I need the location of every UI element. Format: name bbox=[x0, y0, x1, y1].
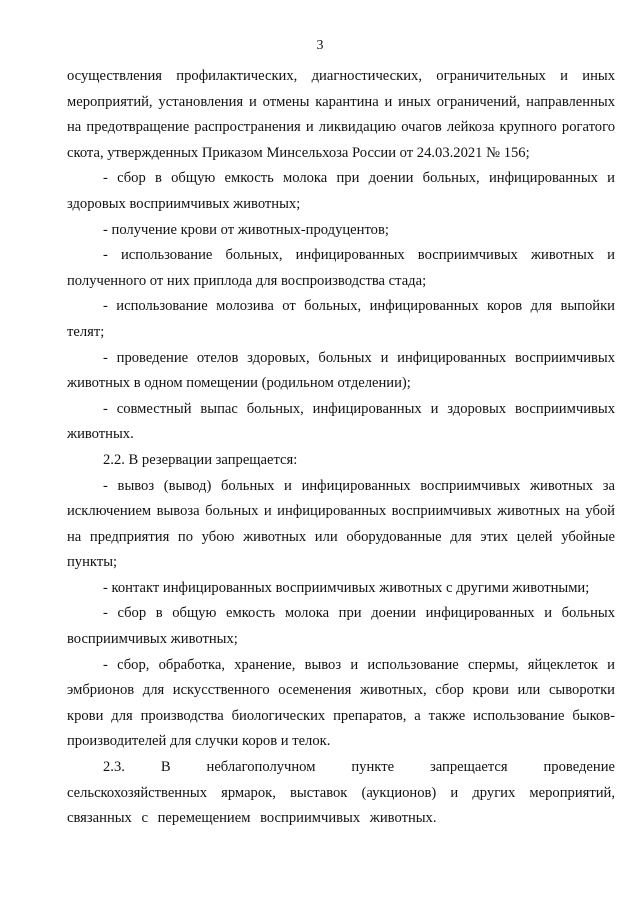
document-body bbox=[67, 64, 615, 832]
list-item-milk-collection: - сбор в общую емкость молока при доении больных, инфицированных и здоровых восприимчивых животных; bbox=[67, 170, 615, 212]
page-number: 3 bbox=[316, 38, 324, 53]
list-item-animal-contact: - контакт инфицированных восприимчивых животных с другими животными; bbox=[103, 579, 590, 596]
list-item-blood-from-producers: - получение крови от животных-продуцентов; bbox=[103, 221, 389, 238]
list-item-calving: - проведение отелов здоровых, больных и инфицированных восприимчивых животных в одном помещении (родильном отделении); bbox=[67, 349, 615, 392]
list-item-animal-export: - вывоз (вывод) больных и инфицированных восприимчивых животных за исключением вывоза больных и инфицированных восприимчивых животных на убой на предприятия по убою животных или оборудованные для этих целей убойные пункты; bbox=[67, 477, 615, 571]
list-item-breeding-use: - использование больных, инфицированных восприимчивых животных и полученного от них приплода для воспроизводства стада; bbox=[67, 247, 615, 289]
paragraph-continuation: осуществления профилактических, диагностических, ограничительных и иных мероприятий, установления и отмены карантина и иных ограничений, направленных на предотвращение распространения и ликвидацию очагов лейкоза крупного рогатого скота, утвержденных Приказом Минсельхоза России от 24.03.2021 № 156; bbox=[67, 68, 615, 161]
list-item-grazing: - совместный выпас больных, инфицированных и здоровых восприимчивых животных. bbox=[67, 400, 615, 443]
list-item-colostrum-use: - использование молозива от больных, инфицированных коров для выпойки телят; bbox=[67, 298, 615, 340]
section-2-2-heading: 2.2. В резервации запрещается: bbox=[103, 451, 298, 468]
section-2-3-paragraph: 2.3. В неблагополучном пункте запрещается проведение сельскохозяйственных ярмарок, выставок (аукционов) и других мероприятий, связанных с перемещением восприимчивых животных. bbox=[67, 759, 615, 827]
list-item-milk-collection-reservation: - сбор в общую емкость молока при доении инфицированных и больных восприимчивых животных; bbox=[67, 605, 615, 648]
list-item-sperm-embryo: - сбор, обработка, хранение, вывоз и использование спермы, яйцеклеток и эмбрионов для искусственного осеменения животных, сбор крови или сыворотки крови для производства биологических препаратов, а также использование быков-производителей для случки коров и телок. bbox=[67, 656, 615, 750]
